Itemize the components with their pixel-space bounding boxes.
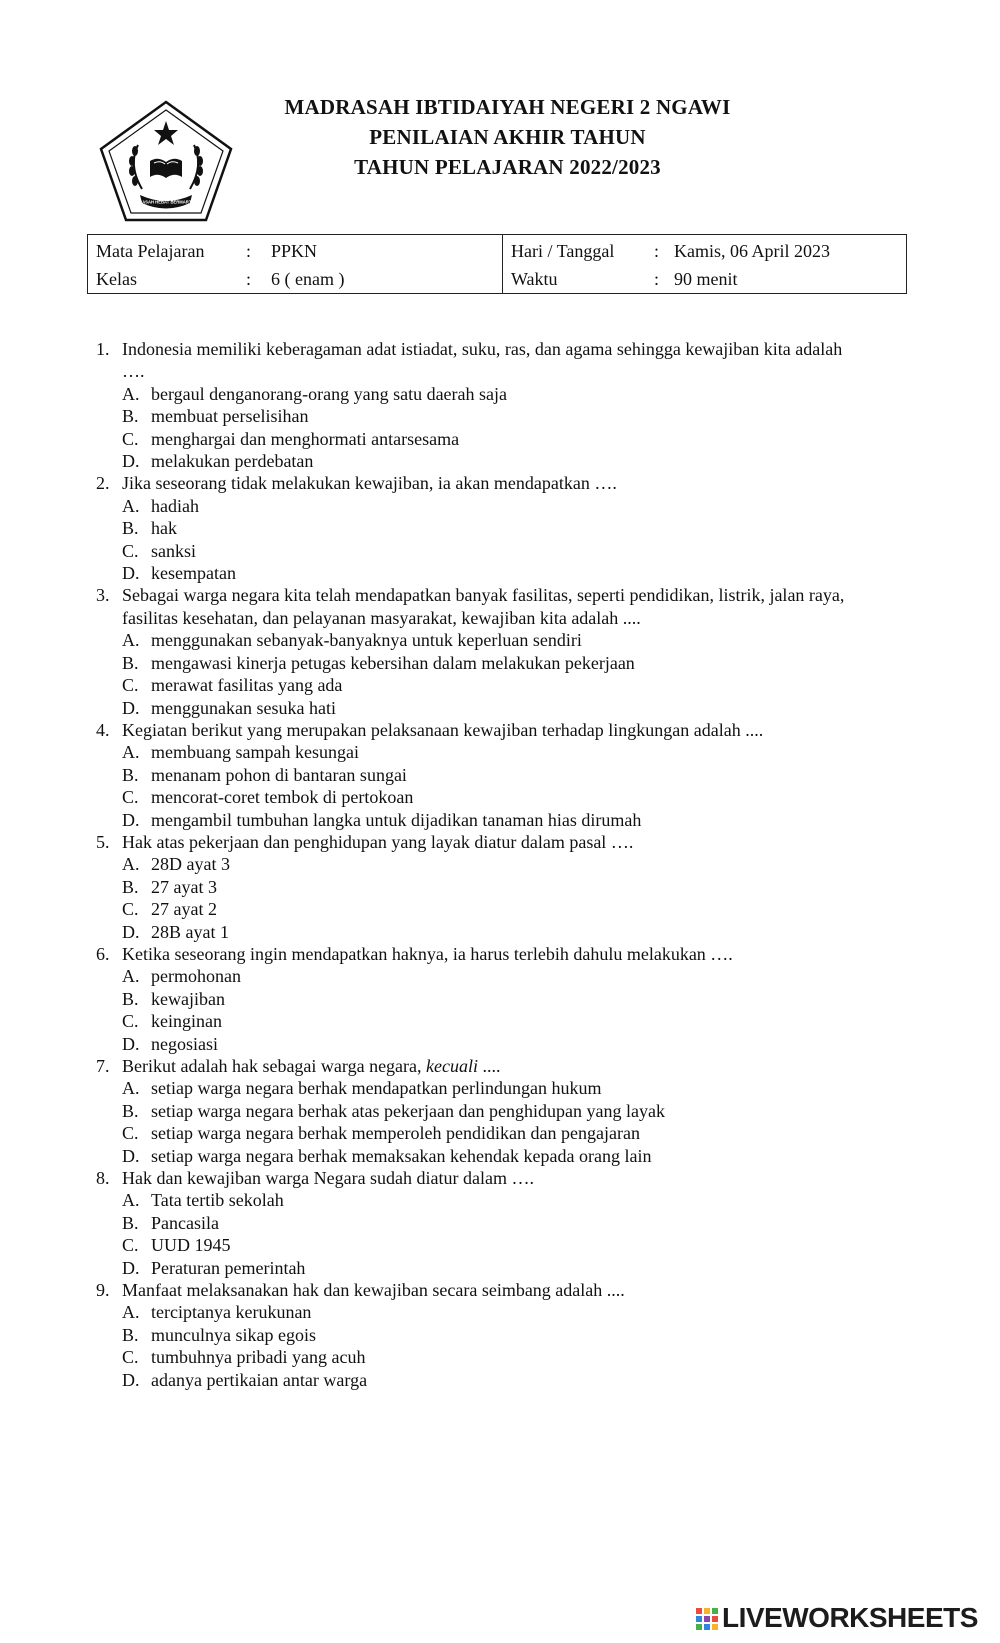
answer-option (122, 1145, 916, 1167)
option-text: tumbuhnya pribadi yang acuh (151, 1347, 366, 1368)
answer-option (122, 517, 916, 539)
option-text: bergaul denganorang-orang yang satu daerah saja (151, 383, 508, 404)
option-letter: A. (122, 742, 140, 763)
answer-option (122, 629, 916, 651)
option-text: sanksi (151, 540, 196, 561)
answer-option (122, 1346, 916, 1368)
option-letter: B. (122, 406, 139, 427)
answer-option (122, 898, 916, 920)
option-text: menggunakan sebanyak-banyaknya untuk keperluan sendiri (151, 630, 582, 651)
colon: : (246, 269, 252, 289)
option-text: menghargai dan menghormati antarsesama (151, 428, 460, 449)
question-7 (96, 1055, 916, 1167)
document-header (220, 92, 795, 182)
subject-value: PPKN (271, 241, 318, 261)
option-letter: C. (122, 540, 139, 561)
watermark-text: LIVEWORKSHEETS (722, 1602, 978, 1633)
option-letter: D. (122, 563, 140, 584)
question-text (122, 360, 916, 382)
question-4 (96, 719, 916, 831)
question-5 (96, 831, 916, 943)
option-letter: A. (122, 1078, 140, 1099)
option-text: mengawasi kinerja petugas kebersihan dalam melakukan pekerjaan (151, 652, 635, 673)
question-text-line: fasilitas kesehatan, dan pelayanan masyarakat, kewajiban kita adalah .... (122, 607, 641, 628)
school-name: MADRASAH IBTIDAIYAH NEGERI 2 NGAWI (284, 95, 731, 119)
time-label: Waktu (511, 269, 558, 289)
option-text: hadiah (151, 495, 199, 516)
option-letter: D. (122, 1369, 140, 1390)
class-label: Kelas (96, 269, 137, 289)
time-value: 90 menit (674, 269, 738, 289)
option-letter: D. (122, 809, 140, 830)
option-letter: C. (122, 1011, 139, 1032)
answer-option (122, 809, 916, 831)
option-letter: A. (122, 966, 140, 987)
question-number: 7. (96, 1056, 110, 1076)
question-text (122, 943, 916, 965)
answer-option (122, 764, 916, 786)
question-text-line: Manfaat melaksanakan hak dan kewajiban secara seimbang adalah .... (122, 1280, 625, 1301)
question-text-line: Berikut adalah hak sebagai warga negara, (122, 1056, 422, 1076)
question-text-line: …. (122, 361, 145, 382)
question-number: 8. (96, 1168, 110, 1189)
question-text (122, 338, 916, 360)
option-text: permohonan (151, 966, 241, 987)
option-text: kewajiban (151, 988, 225, 1009)
option-letter: D. (122, 1257, 140, 1278)
answer-option (122, 1189, 916, 1211)
answer-option (122, 652, 916, 674)
answer-option (122, 1369, 916, 1391)
option-letter: C. (122, 428, 139, 449)
option-letter: B. (122, 652, 139, 673)
answer-option (122, 1033, 916, 1055)
answer-option (122, 562, 916, 584)
answer-option (122, 921, 916, 943)
option-letter: C. (122, 899, 139, 920)
answer-option (122, 1077, 916, 1099)
option-text: 27 ayat 2 (151, 899, 217, 920)
answer-option (122, 786, 916, 808)
question-text (122, 831, 916, 853)
question-number: 3. (96, 585, 110, 606)
answer-option (122, 697, 916, 719)
option-text: membuang sampah kesungai (151, 742, 359, 763)
answer-option (122, 853, 916, 875)
day-value: Kamis, 06 April 2023 (674, 241, 830, 261)
option-text: 28D ayat 3 (151, 854, 230, 875)
option-text: adanya pertikaian antar warga (151, 1369, 368, 1390)
answer-option (122, 1212, 916, 1234)
question-text (122, 1167, 916, 1189)
day-label: Hari / Tanggal (511, 241, 615, 261)
option-letter: B. (122, 876, 139, 897)
answer-option (122, 405, 916, 427)
answer-option (122, 1010, 916, 1032)
colon: : (654, 269, 660, 289)
answer-option (122, 1301, 916, 1323)
option-letter: B. (122, 518, 139, 539)
option-text: Tata tertib sekolah (151, 1190, 284, 1211)
option-letter: B. (122, 764, 139, 785)
question-number: 6. (96, 943, 110, 964)
class-value: 6 ( enam ) (271, 269, 345, 289)
answer-option (122, 540, 916, 562)
option-text: setiap warga negara berhak memperoleh pendidikan dan pengajaran (151, 1123, 640, 1144)
option-letter: B. (122, 1100, 139, 1121)
option-text: Peraturan pemerintah (151, 1257, 306, 1278)
option-text: terciptanya kerukunan (151, 1302, 312, 1323)
question-text-line: Ketika seseorang ingin mendapatkan haknya, ia harus terlebih dahulu melakukan …. (122, 943, 733, 964)
answer-option (122, 450, 916, 472)
liveworksheets-watermark (695, 1602, 995, 1634)
option-letter: A. (122, 854, 140, 875)
option-text: keinginan (151, 1011, 222, 1032)
option-letter: D. (122, 1033, 140, 1054)
exam-title: PENILAIAN AKHIR TAHUN (369, 125, 646, 149)
question-8 (96, 1167, 916, 1279)
question-text-line: Hak dan kewajiban warga Negara sudah diatur dalam …. (122, 1168, 535, 1189)
option-text: 27 ayat 3 (151, 876, 217, 897)
logo-caption: MADRASAH HEBAT BERMARTABAT (129, 199, 203, 205)
question-text-line: Kegiatan berikut yang merupakan pelaksanaan kewajiban terhadap lingkungan adalah .... (122, 719, 764, 740)
option-text: mencorat-coret tembok di pertokoan (151, 787, 414, 808)
option-letter: C. (122, 787, 139, 808)
question-text (122, 472, 916, 494)
question-text-line: Hak atas pekerjaan dan penghidupan yang layak diatur dalam pasal …. (122, 831, 634, 852)
answer-option (122, 1122, 916, 1144)
option-letter: D. (122, 451, 140, 472)
table-divider (502, 235, 503, 293)
question-1 (96, 338, 916, 472)
option-letter: B. (122, 1212, 139, 1233)
academic-year: TAHUN PELAJARAN 2022/2023 (354, 155, 661, 179)
option-text: setiap warga negara berhak memaksakan kehendak kepada orang lain (151, 1145, 652, 1166)
answer-option (122, 988, 916, 1010)
option-letter: C. (122, 675, 139, 696)
option-letter: C. (122, 1123, 139, 1144)
question-9 (96, 1279, 916, 1391)
question-text (122, 607, 916, 629)
answer-option (122, 428, 916, 450)
answer-option (122, 1324, 916, 1346)
answer-option (122, 495, 916, 517)
option-letter: D. (122, 1145, 140, 1166)
option-text: menggunakan sesuka hati (151, 697, 336, 718)
option-text: merawat fasilitas yang ada (151, 675, 343, 696)
answer-option (122, 1100, 916, 1122)
option-text: membuat perselisihan (151, 406, 309, 427)
option-text: setiap warga negara berhak mendapatkan perlindungan hukum (151, 1078, 602, 1099)
option-text: kesempatan (151, 563, 236, 584)
question-text-line: Indonesia memiliki keberagaman adat istiadat, suku, ras, dan agama sehingga kewajiban kita adalah (122, 339, 843, 359)
option-text: Pancasila (151, 1212, 219, 1233)
colon: : (246, 241, 252, 261)
question-number: 4. (96, 719, 110, 740)
option-letter: A. (122, 630, 140, 651)
question-3 (96, 584, 916, 718)
question-number: 2. (96, 473, 110, 494)
answer-option (122, 383, 916, 405)
question-number: 5. (96, 831, 110, 852)
colon: : (654, 241, 660, 261)
option-letter: C. (122, 1347, 139, 1368)
option-text: setiap warga negara berhak atas pekerjaan dan penghidupan yang layak (151, 1100, 665, 1121)
question-text (122, 1055, 916, 1077)
question-text (122, 719, 916, 741)
option-letter: A. (122, 383, 140, 404)
option-letter: B. (122, 1324, 139, 1345)
question-text (122, 1279, 916, 1301)
question-emphasis: kecuali (426, 1056, 479, 1076)
option-text: 28B ayat 1 (151, 921, 229, 942)
option-text: negosiasi (151, 1033, 218, 1054)
answer-option (122, 1257, 916, 1279)
answer-option (122, 965, 916, 987)
school-logo (98, 99, 234, 223)
option-letter: D. (122, 921, 140, 942)
answer-option (122, 876, 916, 898)
question-tail: .... (478, 1056, 501, 1076)
answer-option (122, 1234, 916, 1256)
liveworksheets-logo-icon (695, 1607, 719, 1631)
option-letter: A. (122, 495, 140, 516)
question-number: 9. (96, 1280, 110, 1301)
question-text (122, 584, 916, 606)
question-6 (96, 943, 916, 1055)
option-letter: C. (122, 1235, 139, 1256)
answer-option (122, 741, 916, 763)
answer-option (122, 674, 916, 696)
question-list (96, 338, 916, 1391)
question-2 (96, 472, 916, 584)
option-text: hak (151, 518, 177, 539)
option-letter: D. (122, 697, 140, 718)
question-text-line: Sebagai warga negara kita telah mendapatkan banyak fasilitas, seperti pendidikan, listrik, jalan raya, (122, 585, 845, 606)
option-text: munculnya sikap egois (151, 1324, 316, 1345)
option-letter: A. (122, 1190, 140, 1211)
exam-info-table (87, 234, 907, 294)
question-number: 1. (96, 339, 110, 359)
option-letter: B. (122, 988, 139, 1009)
subject-label: Mata Pelajaran (96, 241, 205, 261)
option-text: menanam pohon di bantaran sungai (151, 764, 407, 785)
option-letter: A. (122, 1302, 140, 1323)
option-text: UUD 1945 (151, 1235, 231, 1256)
option-text: mengambil tumbuhan langka untuk dijadikan tanaman hias dirumah (151, 809, 642, 830)
question-text-line: Jika seseorang tidak melakukan kewajiban, ia akan mendapatkan …. (122, 473, 617, 494)
option-text: melakukan perdebatan (151, 451, 314, 472)
